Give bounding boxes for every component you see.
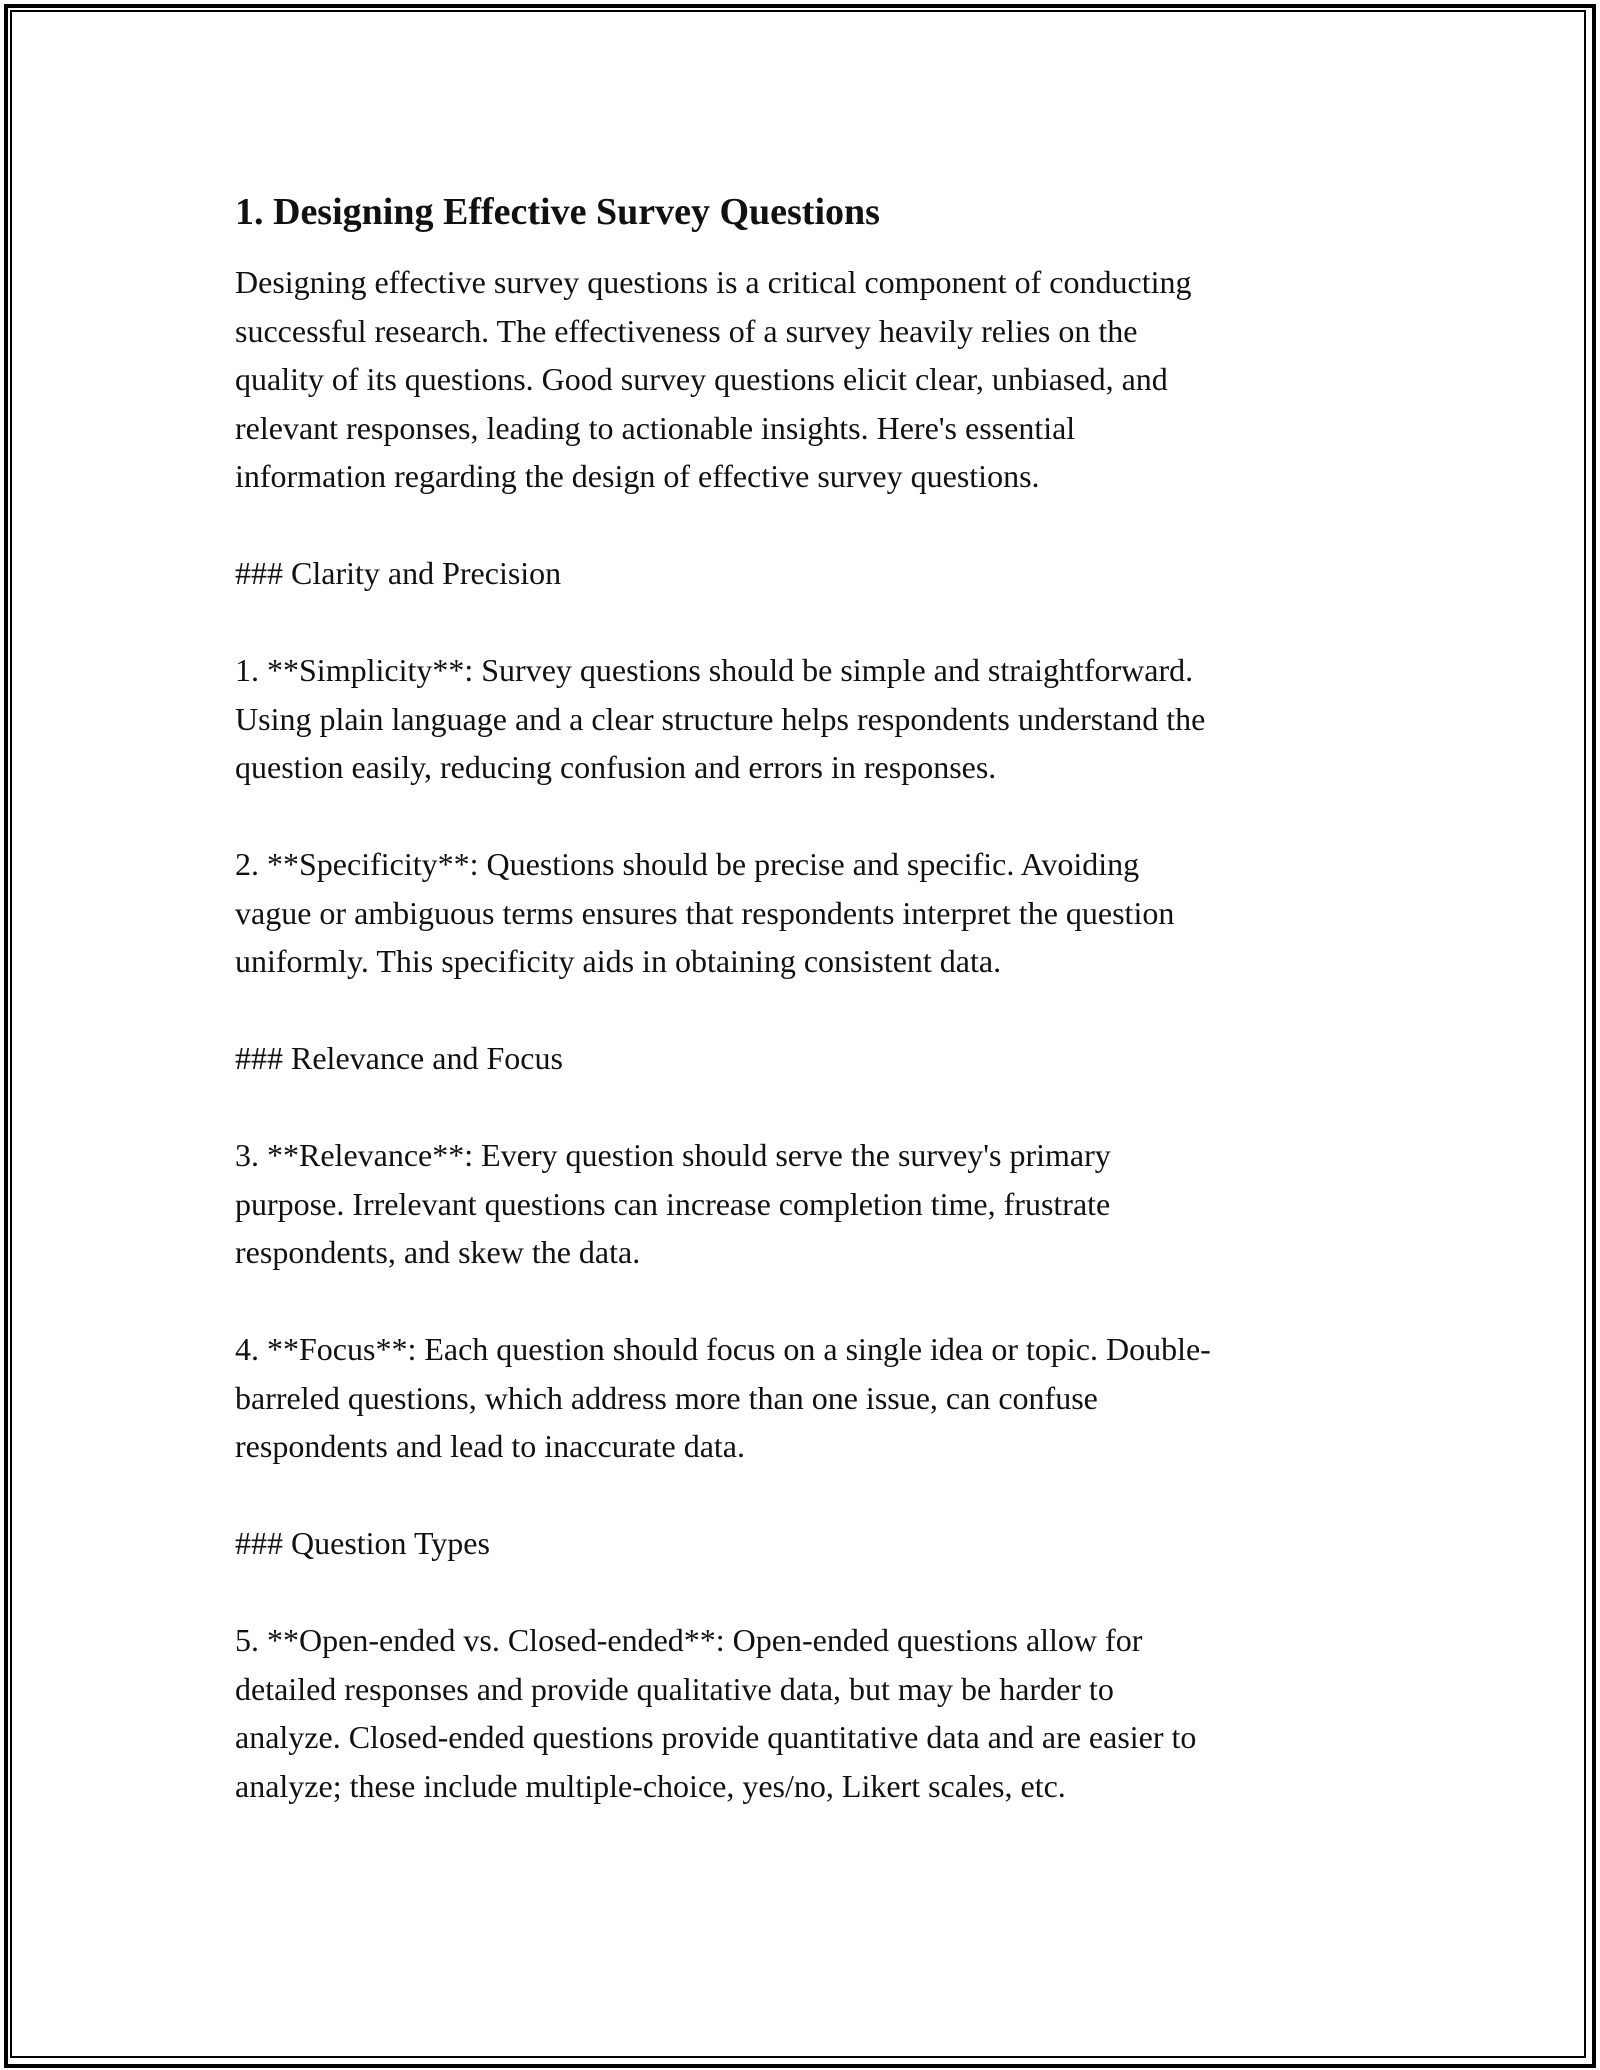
item-simplicity: 1. **Simplicity**: Survey questions should be simple and straightforward. Using plain language and a clear structure helps respondents understand the question easily, reducing confusion and errors in responses. — [235, 652, 1206, 785]
document-page — [235, 188, 1365, 1859]
item-open-closed-ended: 5. **Open-ended vs. Closed-ended**: Open-ended questions allow for detailed responses and provide qualitative data, but may be harder to analyze. Closed-ended questions provide quantitative data and are easier to analyze; these include multiple-choice, yes/no, Likert scales, etc. — [235, 1622, 1197, 1804]
item-focus: 4. **Focus**: Each question should focus on a single idea or topic. Double- barreled questions, which address more than one issue, can confuse respondents and lead to inaccurate data. — [235, 1331, 1211, 1464]
heading-clarity-precision: ### Clarity and Precision — [235, 555, 562, 591]
item-specificity: 2. **Specificity**: Questions should be precise and specific. Avoiding vague or ambiguous terms ensures that respondents interpret the question uniformly. This specificity aids in obtaining consistent data. — [235, 846, 1175, 979]
document-title: 1. Designing Effective Survey Questions — [235, 191, 880, 233]
heading-relevance-focus: ### Relevance and Focus — [235, 1040, 563, 1076]
item-relevance: 3. **Relevance**: Every question should serve the survey's primary purpose. Irrelevant questions can increase completion time, frustrate respondents, and skew the data. — [235, 1137, 1111, 1270]
intro-paragraph: Designing effective survey questions is a critical component of conducting successful research. The effectiveness of a survey heavily relies on the quality of its questions. Good survey questions elicit clear, unbiased, and relevant responses, leading to actionable insights. Here's essential information regarding the design of effective survey questions. — [235, 264, 1192, 494]
heading-question-types: ### Question Types — [235, 1525, 490, 1561]
